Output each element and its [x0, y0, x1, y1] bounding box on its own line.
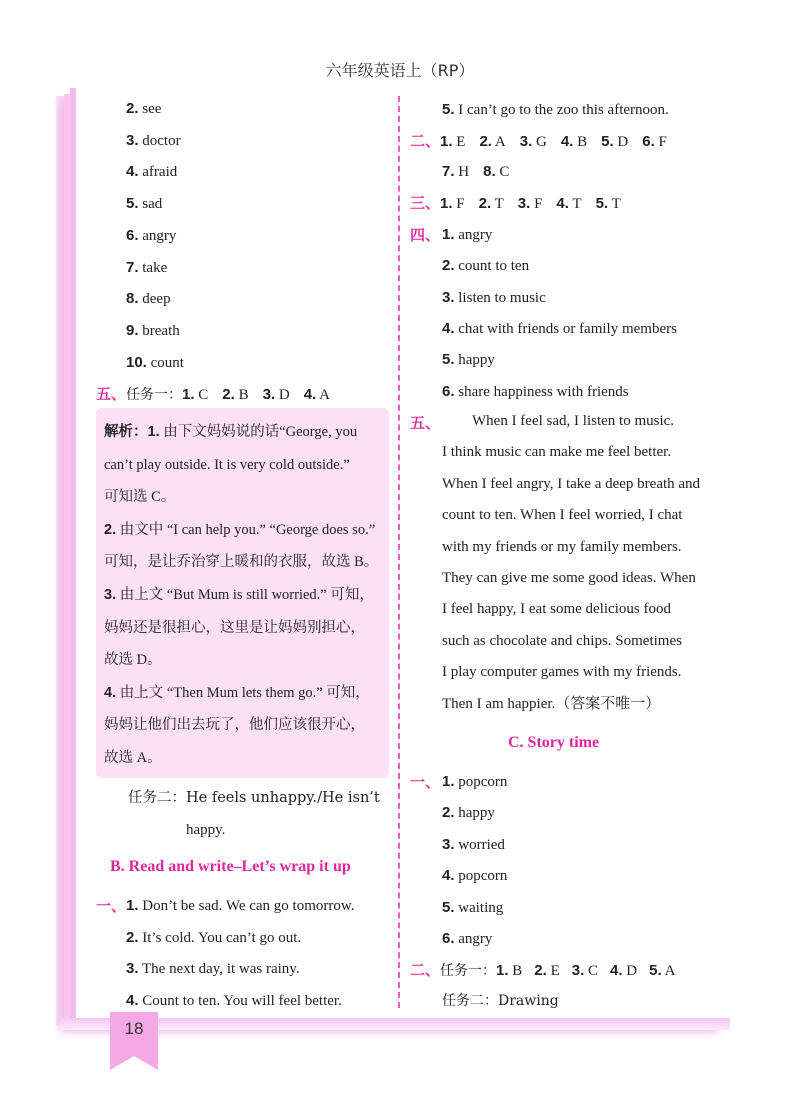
section-mark-yi: 一、: [96, 897, 127, 915]
task1-label: 任务一：: [126, 387, 183, 403]
list-item: 4. chat with friends or family members: [442, 319, 677, 337]
c-yi-mark-line: [410, 772, 440, 793]
task2-line-1: 任务二：He feels unhappy./He isn’t: [128, 790, 380, 806]
right-line-5: 5. I can’t go to the zoo this afternoon.: [442, 101, 669, 118]
answer-item: 1. B: [496, 962, 523, 979]
list-item: 8. deep: [126, 290, 171, 308]
answer-item: 4. B: [560, 133, 588, 150]
essay-line: such as chocolate and chips. Sometimes: [442, 632, 682, 649]
list-item: 5. happy: [442, 351, 495, 369]
list-item: 3. worried: [442, 835, 505, 853]
section-mark-er: 二、: [410, 132, 441, 150]
list-item: 10. count: [126, 353, 184, 371]
list-item: 2. count to ten: [442, 257, 530, 275]
answer-item: 4. T: [556, 195, 582, 212]
list-item: 1. popcorn: [442, 773, 508, 790]
essay-line: I play computer games with my friends.: [442, 664, 682, 681]
page-header: 六年级英语上（RP）: [325, 61, 475, 80]
wu-mark-right: [410, 413, 440, 434]
answer-item: 2. T: [478, 195, 504, 212]
answer-item: 5. D: [601, 133, 629, 150]
list-item: 7. take: [126, 258, 168, 276]
answer-item: 4. A: [303, 386, 330, 403]
c-task2-line: 任务二：Drawing: [442, 993, 559, 1009]
section-mark-san: 三、: [410, 194, 441, 212]
list-item: 4. Count to ten. You will feel better.: [126, 991, 342, 1009]
list-item: 2. see: [126, 100, 162, 117]
essay-line: When I feel angry, I take a deep breath and: [442, 475, 701, 492]
list-item: 6. angry: [126, 226, 177, 244]
answer-item: 2. B: [222, 386, 249, 403]
essay-answer: [442, 406, 708, 720]
essay-line: count to ten. When I feel worried, I chat: [442, 507, 683, 524]
analysis-line: can’t play outside. It is very cold outside.”: [104, 456, 350, 473]
analysis-line: 故选 D。: [104, 652, 162, 669]
answer-item: 1. C: [182, 386, 209, 403]
answer-item: 3. C: [571, 962, 599, 979]
section-mark-wu-right: 五、: [410, 414, 441, 432]
list-item: 3. doctor: [126, 131, 181, 149]
wu-answer-group: [182, 387, 344, 403]
answer-item: 4. D: [610, 962, 638, 979]
essay-line: I feel happy, I eat some delicious food: [442, 601, 671, 618]
column-divider: [398, 96, 400, 1008]
answer-item: 6. F: [642, 133, 667, 150]
answer-item: 5. A: [649, 962, 676, 979]
analysis-line: 2. 由文中 “I can help you.” “George does so.”: [104, 521, 376, 538]
answer-item: 3. F: [517, 195, 543, 212]
list-item: 9. breath: [126, 321, 180, 339]
section-mark-c-er: 二、: [410, 961, 441, 979]
list-item: 2. happy: [442, 804, 495, 822]
wu-answers-line: [96, 384, 344, 405]
analysis-line: 解析：1. 由下文妈妈说的话“George, you: [104, 424, 358, 440]
er-answers-line: [410, 131, 681, 152]
task2-line-2: happy.: [186, 822, 226, 838]
answer-item: 8. C: [483, 163, 510, 180]
san-answers-line: [410, 193, 635, 214]
answer-item: 2. A: [479, 133, 506, 150]
essay-line: They can give me some good ideas. When: [442, 570, 696, 587]
list-item: 2. It’s cold. You can’t go out.: [126, 928, 302, 946]
list-item: 3. listen to music: [442, 288, 546, 306]
analysis-line: 妈妈还是很担心，这里是让妈妈别担心，: [104, 619, 365, 636]
section-mark-c-yi: 一、: [410, 773, 441, 791]
answer-item: 3. G: [519, 133, 547, 150]
si-mark-line: [410, 225, 440, 246]
section-mark-si: 四、: [410, 226, 441, 244]
section-c-title: C. Story time: [508, 734, 600, 751]
essay-line: Then I am happier.（答案不唯一）: [442, 695, 661, 712]
list-item: 3. The next day, it was rainy.: [126, 960, 300, 978]
answer-item: 1. E: [440, 133, 466, 150]
analysis-line: 3. 由上文 “But Mum is still worried.” 可知，: [104, 587, 374, 603]
answer-item: 3. D: [262, 386, 290, 403]
page-bottom-shadow: [58, 1018, 730, 1030]
c-er-answers-line: 二、任务一：1. B 2. E 3. C 4. D 5. A: [410, 961, 676, 979]
answer-item: 2. E: [534, 962, 560, 979]
page-number: 18: [124, 1019, 144, 1038]
list-item: 1. angry: [442, 226, 493, 243]
analysis-line: 可知，是让乔治穿上暖和的衣服，故选 B。: [104, 554, 379, 571]
answer-item: 7. H: [442, 163, 470, 180]
essay-line: with my friends or my family members.: [442, 538, 682, 555]
list-item: 5. sad: [126, 195, 163, 213]
section-b-title: B. Read and write–Let’s wrap it up: [110, 858, 351, 875]
list-item: 6. angry: [442, 930, 493, 947]
er-answers-line-2: [442, 162, 523, 182]
list-item: 4. popcorn: [442, 867, 508, 885]
analysis-line: 妈妈让他们出去玩了，他们应该很开心，: [104, 717, 365, 734]
analysis-line: 可知选 C。: [104, 489, 176, 506]
essay-line: When I feel sad, I listen to music.: [472, 413, 675, 429]
list-item: 6. share happiness with friends: [442, 382, 629, 400]
analysis-line: 故选 A。: [104, 750, 162, 766]
answer-item: 5. T: [595, 195, 621, 212]
list-item: 1. Don’t be sad. We can go tomorrow.: [126, 897, 355, 914]
b-mark-line: [96, 896, 126, 917]
answer-item: 1. F: [440, 195, 465, 212]
analysis-line: 4. 由上文 “Then Mum lets them go.” 可知，: [104, 684, 370, 701]
list-item: 4. afraid: [126, 163, 178, 181]
section-mark-wu: 五、: [96, 385, 127, 403]
list-item: 5. waiting: [442, 898, 504, 916]
essay-line: I think music can make me feel better.: [442, 444, 672, 461]
